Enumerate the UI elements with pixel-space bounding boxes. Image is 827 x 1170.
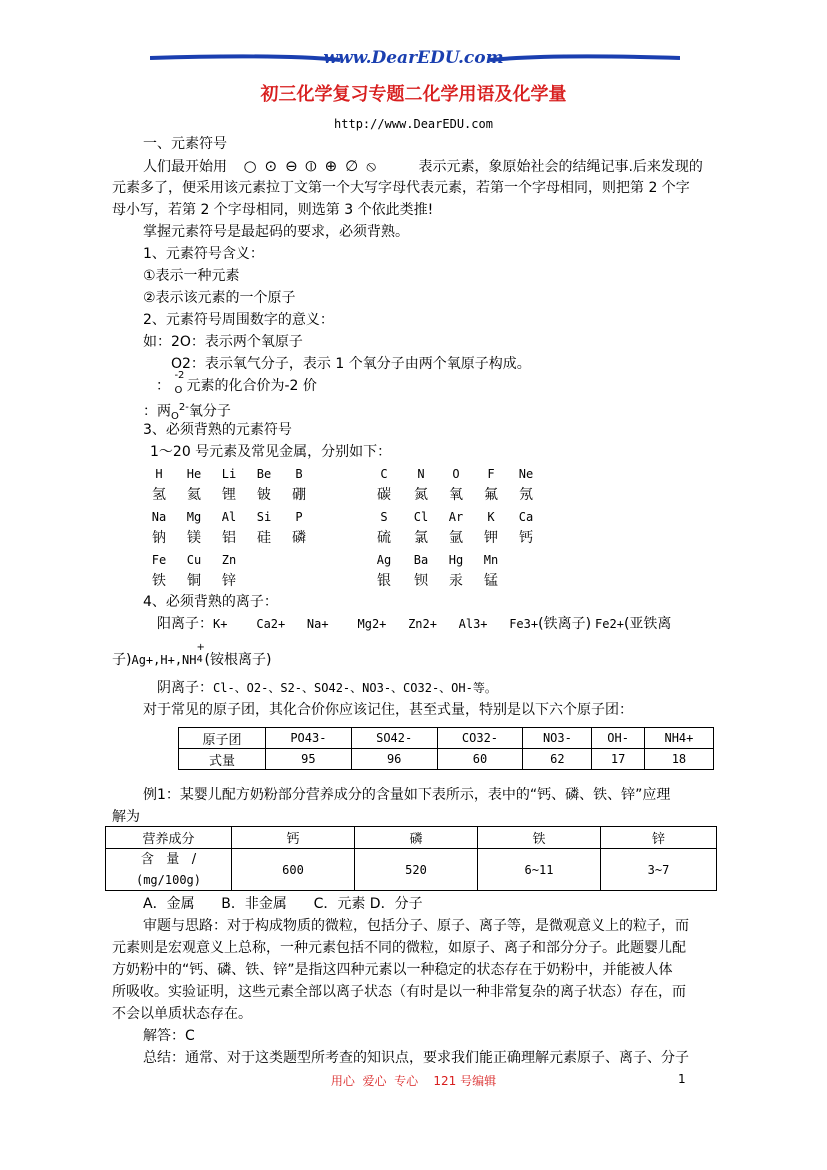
element-symbol: Ne [518,467,534,481]
example-line-1: 例1：某婴儿配方奶粉部分营养成分的含量如下表所示，表中的“钙、磷、铁、锌”应理 [143,787,671,803]
table-header-cell: 营养成分 [106,827,232,849]
table-cell: 95 [266,749,352,770]
table-header-cell: 铁 [478,827,601,849]
example-2o: 如：2O：表示两个氧原子 [143,334,303,350]
element-name: 铝 [222,530,236,546]
intro-line-3: 母小写，若第 2 个字母相同，则选第 3 个依此类推! [112,202,434,218]
table-header-cell: 磷 [355,827,478,849]
table-cell: PO43- [266,728,352,749]
element-symbol: K [487,510,495,524]
element-name: 镁 [187,530,201,546]
table-cell: 600 [232,849,355,891]
element-name: 铜 [187,573,201,589]
element-symbol: O [452,467,460,481]
element-symbol: B [295,467,303,481]
element-symbol: Li [221,467,237,481]
element-name: 铍 [257,487,271,503]
table-header-cell: 式量 [179,749,266,770]
page-title: 初三化学复习专题二化学用语及化学量 [260,84,567,105]
element-name: 氯 [414,530,428,546]
analysis-line-2: 元素则是宏观意义上总称，一种元素包括不同的微粒，如原子、离子和部分分子。此题婴儿配 [112,940,686,956]
element-symbol: Ag [376,553,392,567]
element-name: 氟 [484,487,498,503]
element-name: 碳 [377,487,391,503]
table-row [179,728,714,749]
table-cell: NO3- [523,728,592,749]
element-symbol: Ar [448,510,464,524]
must-memorize: 掌握元素符号是最起码的要求，必须背熟。 [143,224,409,240]
page-number: 1 [678,1072,686,1086]
element-symbol: C [380,467,388,481]
ions-heading: 4、必须背熟的离子： [143,594,278,610]
header-site: www.DearEDU.com [323,48,504,68]
table-header-cell: 锌 [601,827,717,849]
element-name: 锂 [222,487,236,503]
example-line-2: 解为 [112,809,140,825]
element-symbol: H [155,467,163,481]
table-cell: 60 [437,749,523,770]
meaning-heading: 1、元素符号含义： [143,246,264,262]
element-symbol: Ba [413,553,429,567]
cations-line-2: 子)Ag+,H+,NH + 4 (铵根离子) [112,642,272,668]
table-row [106,849,717,891]
element-symbol: Al [221,510,237,524]
summary-line: 总结：通常、对于这类题型所考查的知识点，要求我们能正确理解元素原子、离子、分子 [143,1050,689,1066]
table-cell: 96 [351,749,437,770]
table-cell: 6~11 [478,849,601,891]
element-name: 氮 [414,487,428,503]
element-symbol: F [487,467,495,481]
element-symbol: Si [256,510,272,524]
table-cell: 17 [592,749,644,770]
anions-line: 阴离子：Cl-、O2-、S2-、SO42-、NO3-、CO32-、OH-等。 [157,680,497,696]
element-symbol: Be [256,467,272,481]
element-symbol: Cu [186,553,202,567]
element-name: 氧 [449,487,463,503]
groups-intro: 对于常见的原子团，其化合价你应该记住，甚至式量，特别是以下六个原子团： [143,702,633,718]
footer-text: 用心 爱心 专心 121 号编辑 [330,1074,497,1088]
cations-line-1: 阳离子：K+ Ca2+ Na+ Mg2+ Zn2+ Al3+ Fe3+(铁离子) Fe2+(亚铁离 [157,616,672,632]
analysis-line-3: 方奶粉中的“钙、磷、铁、锌”是指这四种元素以一种稳定的状态存在于奶粉中，并能被人体 [112,962,673,978]
element-symbol: Fe [151,553,167,567]
element-symbol: Mn [483,553,499,567]
element-symbol: Mg [186,510,202,524]
answer-line: 解答：C [143,1028,195,1044]
table-header-cell: 钙 [232,827,355,849]
element-symbol: Ca [518,510,534,524]
intro-paragraph: 人们最开始用 ○⊙⊖⦶⊕∅⦸ 表示元素，象原始社会的结绳记事.后来发现的 [143,157,703,175]
section-heading: 一、元素符号 [143,136,227,152]
table-cell: CO32- [437,728,523,749]
element-symbol: He [186,467,202,481]
element-name: 锰 [484,573,498,589]
element-name: 钡 [414,573,428,589]
element-name: 锌 [222,573,236,589]
element-name: 汞 [449,573,463,589]
element-name: 氩 [449,530,463,546]
digits-heading: 2、元素符号周围数字的意义： [143,312,334,328]
table-cell: 520 [355,849,478,891]
meaning-1: ①表示一种元素 [143,268,240,284]
table-cell: NH4+ [644,728,713,749]
element-name: 钾 [484,530,498,546]
element-name: 硼 [292,487,306,503]
source-url: http://www.DearEDU.com [334,117,493,131]
element-symbol: Na [151,510,167,524]
table-cell: 3~7 [601,849,717,891]
element-name: 钠 [152,530,166,546]
meaning-2: ②表示该元素的一个原子 [143,290,296,306]
table-header-cell: 原子团 [179,728,266,749]
example-valence: ： -2 $_O$ 元素的化合价为-2 价 [156,370,317,396]
table-cell: 18 [644,749,713,770]
ancient-symbols: ○⊙⊖⦶⊕∅⦸ [243,157,385,175]
analysis-line-5: 不会以单质状态存在。 [112,1006,252,1022]
element-name: 氦 [187,487,201,503]
element-name: 硫 [377,530,391,546]
table-row [179,749,714,770]
table-cell: 含 量 / (mg/100g) [106,849,232,891]
example-o2: O2：表示氧气分子，表示 1 个氧分子由两个氧原子构成。 [171,356,531,372]
table-cell: 62 [523,749,592,770]
table-cell: OH- [592,728,644,749]
element-symbol: Zn [221,553,237,567]
nutrition-table [105,826,717,891]
element-symbol: P [295,510,303,524]
element-name: 氖 [519,487,533,503]
symbols-heading: 3、必须背熟的元素符号 [143,422,292,438]
element-name: 铁 [152,573,166,589]
element-name: 银 [377,573,391,589]
symbols-sub: 1～20 号元素及常见金属，分别如下： [150,444,392,460]
element-name: 硅 [257,530,271,546]
element-name: 氢 [152,487,166,503]
intro-line-2: 元素多了，便采用该元素拉丁文第一个大写字母代表元素，若第一个字母相同，则把第 2 个字 [112,180,690,196]
example-ion: ：两$_O^{2-}$氧分子 [143,402,231,422]
element-symbol: N [417,467,425,481]
table-cell: SO42- [351,728,437,749]
element-name: 钙 [519,530,533,546]
element-name: 磷 [292,530,306,546]
groups-table [178,727,714,770]
analysis-line-4: 所吸收。实验证明，这些元素全部以离子状态（有时是以一种非常复杂的离子状态）存在，而 [112,984,686,1000]
analysis-line-1: 审题与思路：对于构成物质的微粒，包括分子、原子、离子等，是微观意义上的粒子，而 [143,918,689,934]
options-line: A．金属 B．非金属 C．元素 D．分子 [143,896,423,912]
table-row [106,827,717,849]
element-symbol: Hg [448,553,464,567]
element-symbol: Cl [413,510,429,524]
element-symbol: S [380,510,388,524]
